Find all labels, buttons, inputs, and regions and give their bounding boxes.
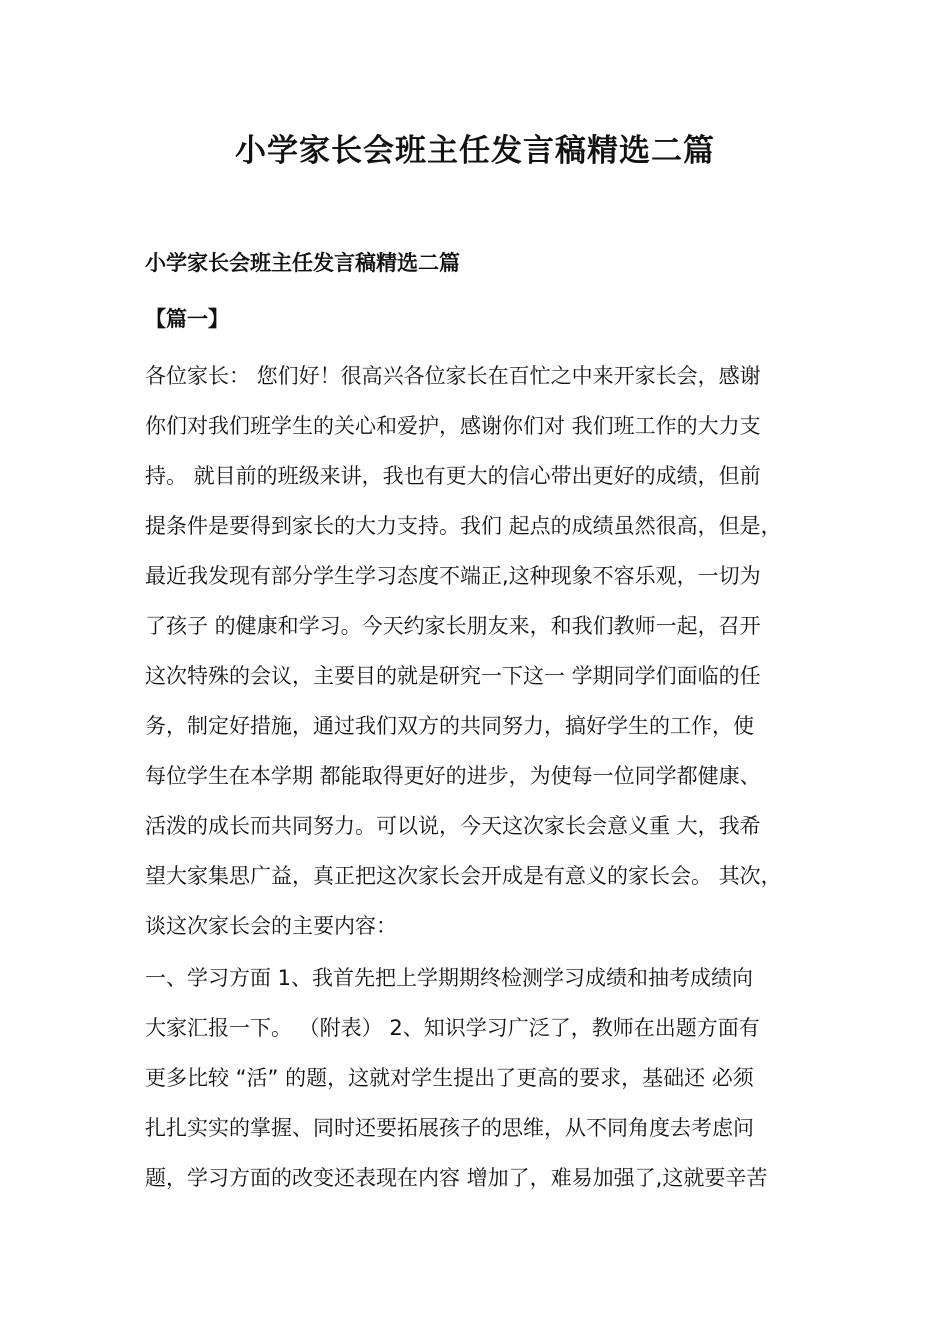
paragraph-line: 你们对我们班学生的关心和爱护，感谢你们对 我们班工作的大力支 bbox=[145, 414, 761, 438]
section-label: 【篇一】 bbox=[145, 307, 229, 331]
paragraph-line: 题，学习方面的改变还表现在内容 增加了，难易加强了,这就要辛苦 bbox=[145, 1166, 768, 1190]
paragraph-line: 大家汇报一下。 （附表） 2、知识学习广泛了，教师在出题方面有 bbox=[145, 1016, 760, 1040]
paragraph-line: 扎扎实实的掌握、同时还要拓展孩子的思维，从不同角度去考虑问 bbox=[145, 1116, 754, 1140]
paragraph-line: 持。 就目前的班级来讲，我也有更大的信心带出更好的成绩，但前 bbox=[145, 464, 761, 488]
paragraph-line: 望大家集思广益，真正把这次家长会开成是有意义的家长会。 其次， bbox=[145, 864, 782, 888]
document-title: 小学家长会班主任发言稿精选二篇 bbox=[235, 133, 715, 169]
paragraph-line: 了孩子 的健康和学习。今天约家长朋友来，和我们教师一起，召开 bbox=[145, 614, 761, 638]
paragraph-line: 活泼的成长而共同努力。可以说，今天这次家长会意义重 大，我希 bbox=[145, 814, 761, 838]
paragraph-line: 最近我发现有部分学生学习态度不端正,这种现象不容乐观，一切为 bbox=[145, 564, 761, 588]
paragraph-line: 一、学习方面 1、我首先把上学期期终检测学习成绩和抽考成绩向 bbox=[145, 966, 754, 990]
paragraph-line: 每位学生在本学期 都能取得更好的进步，为使每一位同学都健康、 bbox=[145, 764, 761, 788]
article-subheading: 小学家长会班主任发言稿精选二篇 bbox=[145, 251, 460, 275]
paragraph-line: 各位家长： 您们好！很高兴各位家长在百忙之中来开家长会，感谢 bbox=[145, 364, 761, 388]
paragraph-line: 谈这次家长会的主要内容： bbox=[145, 914, 397, 938]
paragraph-line: 更多比较 “活” 的题，这就对学生提出了更高的要求，基础还 必须 bbox=[145, 1066, 754, 1090]
paragraph-2 bbox=[145, 953, 825, 1203]
paragraph-1 bbox=[145, 351, 825, 951]
paragraph-line: 提条件是要得到家长的大力支持。我们 起点的成绩虽然很高，但是， bbox=[145, 514, 782, 538]
paragraph-line: 务，制定好措施，通过我们双方的共同努力，搞好学生的工作，使 bbox=[145, 714, 754, 738]
paragraph-line: 这次特殊的会议，主要目的就是研究一下这一 学期同学们面临的任 bbox=[145, 664, 761, 688]
